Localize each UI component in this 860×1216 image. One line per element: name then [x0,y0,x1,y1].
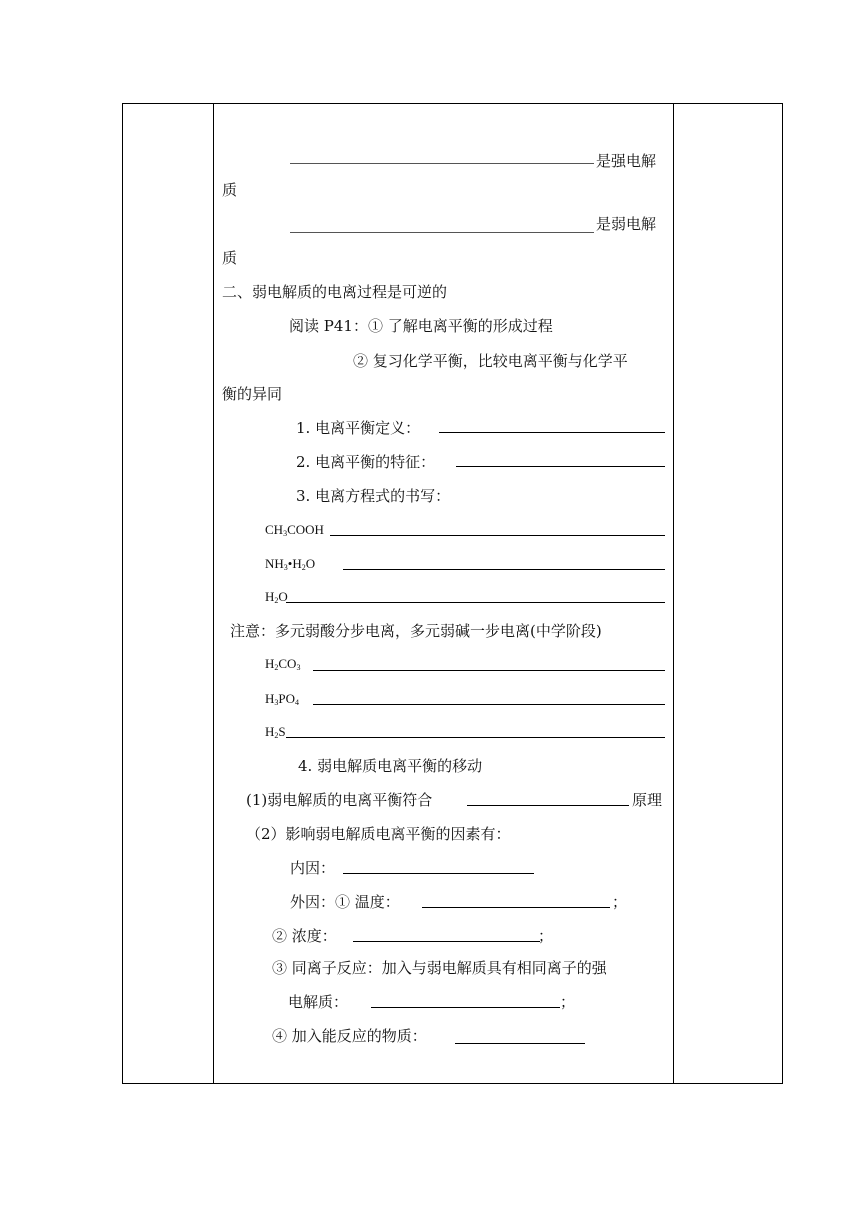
internal-factor-blank[interactable] [343,873,534,874]
weak-electrolyte-suffix: 是弱电解 [596,215,657,233]
formula-h2co3: $H_2CO_3$ [265,656,301,672]
concentration-end: ； [538,927,554,945]
ch3cooh-blank[interactable] [330,535,665,536]
item1-blank[interactable] [439,432,665,433]
common-ion-wrap: 电解质： [288,993,349,1011]
reading-line2: ② 复习化学平衡，比较电离平衡与化学平 [353,352,628,370]
item4-p1-blank[interactable] [467,805,629,806]
column-divider-right [673,103,674,1084]
formula-h2o: $H_2O$ [265,589,288,605]
common-ion-label: ③ 同离子反应：加入与弱电解质具有相同离子的强 [272,959,607,977]
weak-electrolyte-blank[interactable] [290,232,594,233]
reading-line1: 阅读 P41：① 了解电离平衡的形成过程 [289,317,553,335]
item2-label: 2. 电离平衡的特征： [296,453,436,471]
formula-nh3h2o: $NH_3•H_2O$ [265,556,316,572]
nh3h2o-blank[interactable] [343,569,665,570]
h2o-blank[interactable] [286,602,665,603]
formula-ch3cooh: $CH_3COOH$ [265,522,324,538]
temperature-label: 外因：① 温度： [290,893,400,911]
item4-p1-suffix: 原理 [632,791,663,809]
strong-electrolyte-blank[interactable] [290,163,594,164]
h3po4-blank[interactable] [313,704,665,705]
internal-factor-label: 内因： [290,859,336,877]
note: 注意：多元弱酸分步电离，多元弱碱一步电离(中学阶段) [230,622,602,640]
item3-label: 3. 电离方程式的书写： [296,487,451,505]
concentration-blank[interactable] [353,941,540,942]
common-ion-end: ； [560,993,576,1011]
formula-h3po4: $H_3PO_4$ [265,691,300,707]
reactive-substance-blank[interactable] [455,1043,585,1044]
item4-p2: （2）影响弱电解质电离平衡的因素有： [246,825,511,843]
item4-title: 4. 弱电解质电离平衡的移动 [298,757,483,775]
item1-label: 1. 电离平衡定义： [296,419,421,437]
section2-title: 二、弱电解质的电离过程是可逆的 [222,283,448,301]
temperature-blank[interactable] [422,907,610,908]
weak-electrolyte-wrap: 质 [222,249,238,267]
item4-p1-prefix: (1)弱电解质的电离平衡符合 [246,791,433,809]
common-ion-blank[interactable] [371,1007,560,1008]
strong-electrolyte-wrap: 质 [222,181,238,199]
item2-blank[interactable] [456,466,665,467]
formula-h2s: $H_2S$ [265,724,286,740]
h2s-blank[interactable] [286,737,665,738]
reactive-substance-label: ④ 加入能反应的物质： [272,1027,427,1045]
reading-line2-wrap: 衡的异同 [222,385,283,403]
temperature-end: ； [612,893,628,911]
strong-electrolyte-suffix: 是强电解 [596,152,657,170]
concentration-label: ② 浓度： [272,927,337,945]
column-divider-left [213,103,214,1084]
h2co3-blank[interactable] [313,670,665,671]
